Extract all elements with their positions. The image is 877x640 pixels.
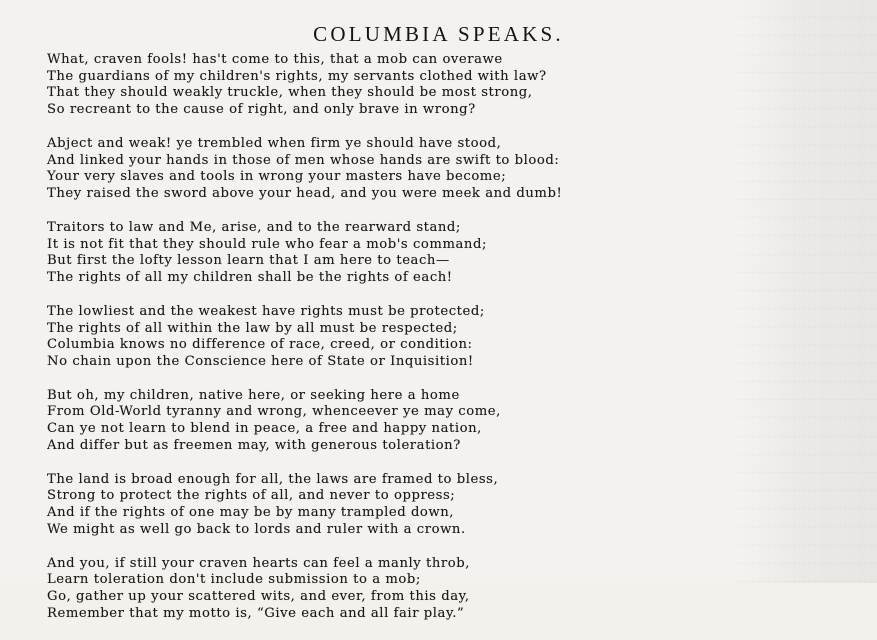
verse-line: Traitors to law and Me, arise, and to the rearward stand;	[47, 219, 461, 235]
verse-line: And you, if still your craven hearts can feel a manly throb,	[47, 555, 470, 571]
verse-line: Learn toleration don't include submission to a mob;	[47, 572, 421, 588]
verse-line: The guardians of my children's rights, my servants clothed with law?	[47, 68, 547, 84]
verse-line: That they should weakly truckle, when they should be most strong,	[47, 85, 533, 101]
verse-line: Columbia knows no difference of race, creed, or condition:	[47, 337, 473, 353]
verse-line: The rights of all my children shall be the rights of each!	[47, 269, 453, 285]
stanza	[47, 472, 857, 538]
verse-line: So recreant to the cause of right, and only brave in wrong?	[47, 101, 476, 117]
verse-line: Remember that my motto is, “Give each and all fair play.”	[47, 605, 465, 621]
poem-title: COLUMBIA SPEAKS.	[313, 22, 564, 46]
verse-line: The land is broad enough for all, the laws are framed to bless,	[47, 471, 499, 487]
verse-line: They raised the sword above your head, and you were meek and dumb!	[47, 185, 563, 201]
stanza	[47, 388, 857, 454]
verse-line: But oh, my children, native here, or seeking here a home	[47, 387, 460, 403]
verse-line: We might as well go back to lords and ruler with a crown.	[47, 521, 466, 537]
poem-body	[47, 52, 857, 640]
verse-line: What, craven fools! has't come to this, that a mob can overawe	[47, 52, 503, 67]
verse-line: And if the rights of one may be by many trampled down,	[47, 505, 455, 521]
verse-line: Can ye not learn to blend in peace, a free and happy nation,	[47, 421, 482, 437]
verse-line: And differ but as freemen may, with generous toleration?	[47, 437, 461, 453]
stanza	[47, 52, 857, 118]
verse-line: From Old-World tyranny and wrong, whenceever ye may come,	[47, 404, 501, 420]
verse-line: The rights of all within the law by all must be respected;	[47, 320, 458, 336]
verse-line: And linked your hands in those of men whose hands are swift to blood:	[47, 152, 560, 168]
verse-line: Abject and weak! ye trembled when firm ye should have stood,	[47, 135, 502, 151]
stanza	[47, 556, 857, 622]
verse-line: Go, gather up your scattered wits, and ever, from this day,	[47, 589, 470, 604]
verse-line: Strong to protect the rights of all, and never to oppress;	[47, 488, 456, 504]
verse-line: But first the lofty lesson learn that I am here to teach—	[47, 253, 450, 269]
verse-line: Your very slaves and tools in wrong your masters have become;	[47, 169, 507, 185]
verse-line: It is not fit that they should rule who fear a mob's command;	[47, 236, 487, 252]
verse-line: The lowliest and the weakest have rights must be protected;	[47, 303, 485, 319]
stanza	[47, 220, 857, 286]
stanza	[47, 136, 857, 202]
stanza	[47, 304, 857, 370]
verse-line: No chain upon the Conscience here of State or Inquisition!	[47, 353, 474, 369]
